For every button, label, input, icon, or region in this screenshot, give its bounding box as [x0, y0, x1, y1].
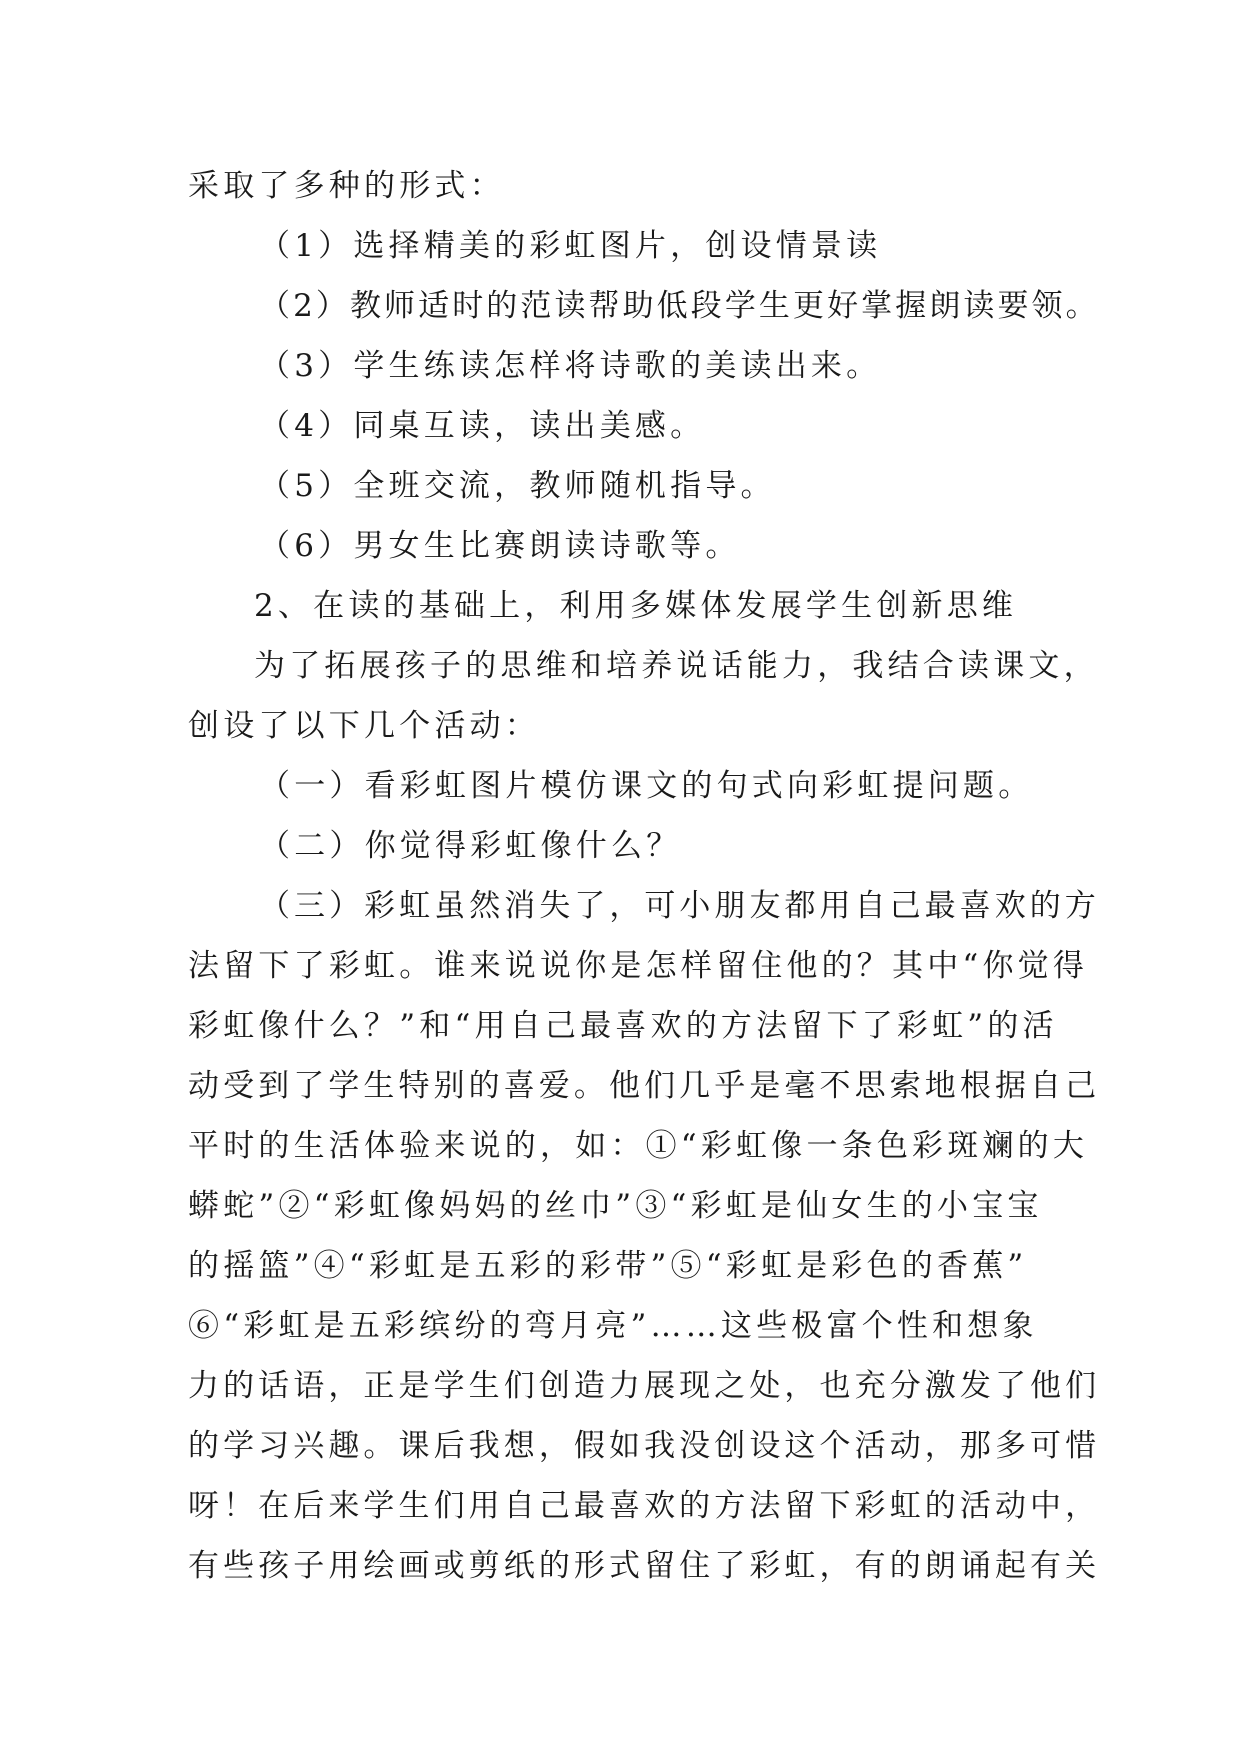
- text-line: ⑥“彩虹是五彩缤纷的弯月亮”……这些极富个性和想象: [188, 1308, 1038, 1344]
- list-item: （5）全班交流，教师随机指导。: [259, 468, 776, 504]
- list-item: （2）教师适时的范读帮助低段学生更好掌握朗读要领。: [259, 288, 1100, 324]
- text-line: 为了拓展孩子的思维和培养说话能力，我结合读课文，: [254, 648, 1099, 684]
- text-line: 采取了多种的形式：: [188, 168, 505, 204]
- text-line: 动受到了学生特别的喜爱。他们几乎是毫不思索地根据自己: [188, 1068, 1101, 1104]
- list-item: （3）学生练读怎样将诗歌的美读出来。: [259, 348, 882, 384]
- text-line: 蟒蛇”②“彩虹像妈妈的丝巾”③“彩虹是仙女生的小宝宝: [188, 1188, 1043, 1224]
- text-line: 呀！在后来学生们用自己最喜欢的方法留下彩虹的活动中，: [188, 1488, 1101, 1524]
- text-line: 法留下了彩虹。谁来说说你是怎样留住他的？其中“你觉得: [188, 948, 1089, 984]
- text-line: 力的话语，正是学生们创造力展现之处，也充分激发了他们: [188, 1368, 1101, 1404]
- list-item: （4）同桌互读，读出美感。: [259, 408, 706, 444]
- list-item: （1）选择精美的彩虹图片，创设情景读: [259, 228, 882, 264]
- list-item: （一）看彩虹图片模仿课文的句式向彩虹提问题。: [259, 768, 1034, 804]
- list-item: （三）彩虹虽然消失了，可小朋友都用自己最喜欢的方: [259, 888, 1100, 924]
- text-line: 平时的生活体验来说的，如：①“彩虹像一条色彩斑斓的大: [188, 1128, 1089, 1164]
- section-heading: 2、在读的基础上，利用多媒体发展学生创新思维: [254, 588, 1018, 624]
- text-line: 的学习兴趣。课后我想，假如我没创设这个活动，那多可惜: [188, 1428, 1101, 1464]
- list-item: （二）你觉得彩虹像什么？: [259, 828, 682, 864]
- text-line: 创设了以下几个活动：: [188, 708, 540, 744]
- text-line: 有些孩子用绘画或剪纸的形式留住了彩虹，有的朗诵起有关: [188, 1548, 1101, 1584]
- text-line: 彩虹像什么？”和“用自己最喜欢的方法留下了彩虹”的活: [188, 1008, 1058, 1044]
- list-item: （6）男女生比赛朗读诗歌等。: [259, 528, 741, 564]
- text-line: 的摇篮”④“彩虹是五彩的彩带”⑤“彩虹是彩色的香蕉”: [188, 1248, 1028, 1284]
